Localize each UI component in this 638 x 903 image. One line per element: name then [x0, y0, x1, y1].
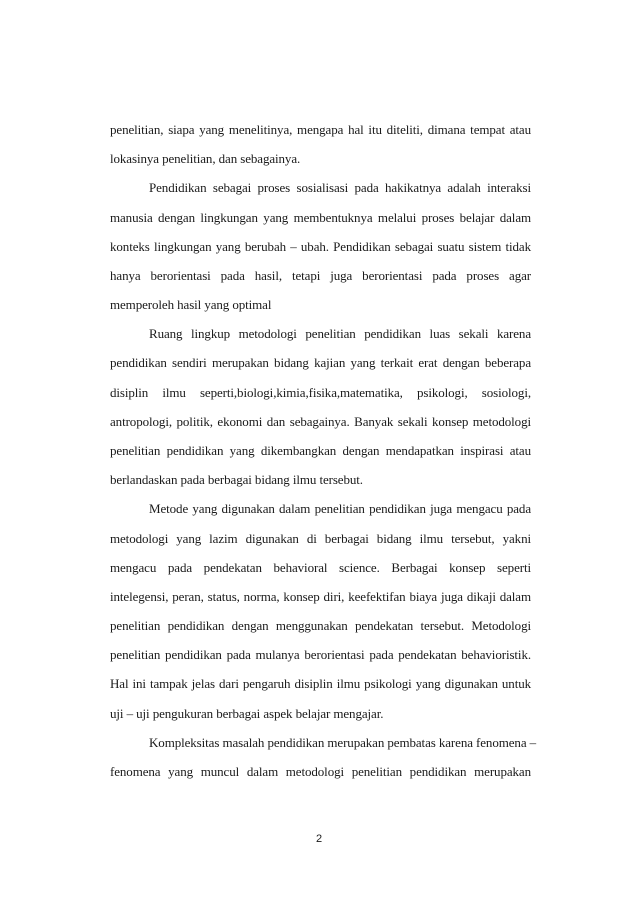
body-text-line: penelitian pendidikan dengan menggunakan pendekatan tersebut. Metodologi — [110, 618, 531, 633]
body-text-line: berlandaskan pada berbagai bidang ilmu tersebut. — [110, 472, 363, 487]
body-text-line: intelegensi, peran, status, norma, konsep diri, keefektifan biaya juga dikaji dalam — [110, 589, 531, 604]
body-text-line: penelitian, siapa yang menelitinya, mengapa hal itu diteliti, dimana tempat atau — [110, 122, 531, 137]
body-text-line: pendidikan sendiri merupakan bidang kajian yang terkait erat dengan beberapa — [110, 355, 531, 370]
body-text-line: Pendidikan sebagai proses sosialisasi pada hakikatnya adalah interaksi — [149, 180, 531, 195]
page-number: 2 — [315, 833, 323, 845]
body-text-line: penelitian pendidikan pada mulanya berorientasi pada pendekatan behavioristik. — [110, 647, 531, 662]
body-text-line: disiplin ilmu seperti,biologi,kimia,fisika,matematika, psikologi, sosiologi, — [110, 385, 531, 400]
body-text-line: lokasinya penelitian, dan sebagainya. — [110, 151, 301, 166]
body-text-line: Kompleksitas masalah pendidikan merupakan pembatas karena fenomena – — [149, 735, 537, 750]
body-text-line: Metode yang digunakan dalam penelitian pendidikan juga mengacu pada — [149, 501, 531, 516]
body-text-line: memperoleh hasil yang optimal — [110, 297, 272, 312]
body-text-line: uji – uji pengukuran berbagai aspek belajar mengajar. — [110, 706, 384, 721]
body-text-line: hanya berorientasi pada hasil, tetapi juga berorientasi pada proses agar — [110, 268, 531, 283]
body-text-line: antropologi, politik, ekonomi dan sebagainya. Banyak sekali konsep metodologi — [110, 414, 531, 429]
body-text-line: mengacu pada pendekatan behavioral science. Berbagai konsep seperti — [110, 560, 531, 575]
body-text-line: metodologi yang lazim digunakan di berbagai bidang ilmu tersebut, yakni — [110, 531, 531, 546]
body-text-line: penelitian pendidikan yang dikembangkan dengan mendapatkan inspirasi atau — [110, 443, 531, 458]
body-text-line: fenomena yang muncul dalam metodologi penelitian pendidikan merupakan — [110, 764, 531, 779]
body-text-line: Hal ini tampak jelas dari pengaruh disiplin ilmu psikologi yang digunakan untuk — [110, 676, 531, 691]
body-text-line: Ruang lingkup metodologi penelitian pendidikan luas sekali karena — [149, 326, 531, 341]
body-text-line: konteks lingkungan yang berubah – ubah. Pendidikan sebagai suatu sistem tidak — [110, 239, 531, 254]
body-text-line: manusia dengan lingkungan yang membentuknya melalui proses belajar dalam — [110, 210, 531, 225]
